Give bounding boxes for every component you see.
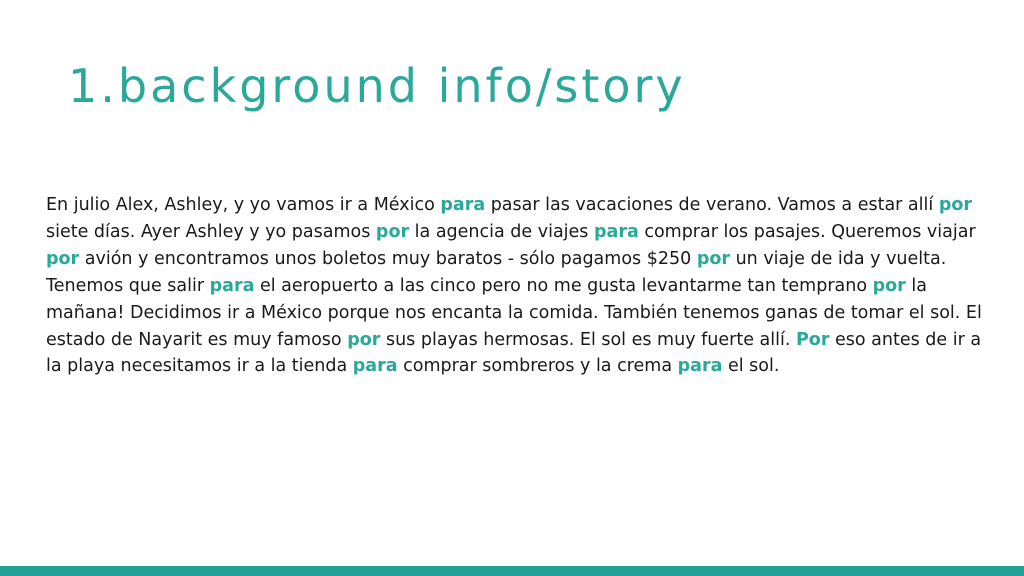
story-text: En julio Alex, Ashley, y yo vamos ir a México (46, 195, 441, 215)
highlighted-keyword: por (375, 221, 410, 242)
highlighted-keyword: Por (795, 329, 830, 350)
story-text: comprar los pasajes. Queremos viajar (638, 221, 976, 242)
highlighted-keyword: para (209, 275, 255, 296)
story-text: comprar sombreros y la crema (397, 356, 678, 377)
story-text: un viaje de ida y vuelta. Tenemos que salir (46, 248, 947, 296)
slide-title: 1.background info/story (68, 59, 686, 113)
story-text: siete días. Ayer Ashley y yo pasamos (46, 221, 376, 242)
story-text: el aeropuerto a las cinco pero no me gusta levantarme tan temprano (254, 275, 873, 296)
highlighted-keyword: para (593, 221, 639, 242)
story-text: la mañana! Decidimos ir a México porque nos encanta la comida. También tenemos ganas de tomar el sol. El estado de Nayarit es muy famoso (46, 275, 982, 350)
highlighted-keyword: para (440, 195, 486, 215)
highlighted-keyword: para (677, 356, 723, 377)
story-text: la agencia de viajes (409, 221, 594, 242)
highlighted-keyword: por (872, 275, 906, 296)
story-text: el sol. (722, 356, 780, 377)
story-paragraph (46, 192, 986, 380)
story-text: avión y encontramos unos boletos muy baratos - sólo pagamos $250 (79, 248, 697, 269)
story-text: pasar las vacaciones de verano. Vamos a estar allí (485, 195, 939, 215)
bottom-accent-bar (0, 566, 1024, 576)
highlighted-keyword: por (696, 248, 731, 269)
highlighted-keyword: por (938, 195, 972, 215)
highlighted-keyword: para (352, 356, 398, 377)
highlighted-keyword: por (347, 329, 381, 350)
highlighted-keyword: por (46, 248, 80, 269)
story-text: eso antes de ir a la playa necesitamos ir a la tienda (46, 329, 982, 377)
story-text: sus playas hermosas. El sol es muy fuerte allí. (380, 329, 796, 350)
